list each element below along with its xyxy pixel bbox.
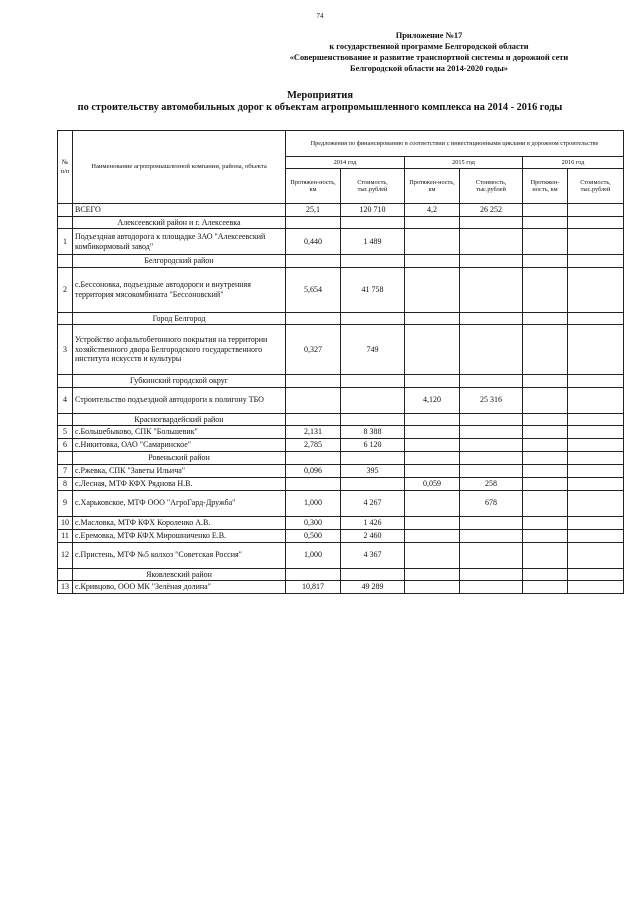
object-name: с.Кривцово, ООО МК "Зелёная долина" [73, 581, 286, 594]
cost-2015 [460, 529, 523, 542]
header-cost: Стоимость, тыс.рублей [568, 169, 624, 204]
table-row [58, 426, 624, 439]
length-2014 [286, 387, 341, 413]
cost-2015 [460, 229, 523, 255]
cost-2014: 1 426 [341, 516, 405, 529]
district-row [58, 312, 624, 325]
district-row [58, 375, 624, 388]
total-length-2015: 4,2 [405, 204, 460, 217]
length-2014 [286, 477, 341, 490]
cost-2015 [460, 325, 523, 375]
table-row [58, 581, 624, 594]
district-row [58, 413, 624, 426]
cost-2015: 678 [460, 490, 523, 516]
cost-2014: 749 [341, 325, 405, 375]
length-2015 [405, 581, 460, 594]
length-2014: 0,327 [286, 325, 341, 375]
object-name: с.Харьковское, МТФ ООО "АгроГард-Дружба" [73, 490, 286, 516]
table-row [58, 229, 624, 255]
length-2015: 0,059 [405, 477, 460, 490]
cost-2014: 395 [341, 464, 405, 477]
document-title [0, 90, 640, 114]
total-row [58, 204, 624, 217]
page-number: 74 [316, 12, 324, 20]
appendix-line: к государственной программе Белгородской области [329, 42, 529, 51]
header-cost: Стоимость, тыс.рублей [460, 169, 523, 204]
cost-2015 [460, 426, 523, 439]
cost-2015 [460, 516, 523, 529]
cost-2015 [460, 267, 523, 312]
measures-table [57, 130, 624, 594]
length-2015 [405, 426, 460, 439]
row-number: 5 [58, 426, 73, 439]
length-2014: 0,440 [286, 229, 341, 255]
header-year-2015: 2015 год [405, 157, 523, 169]
length-2015 [405, 267, 460, 312]
row-number: 6 [58, 439, 73, 452]
district-row [58, 216, 624, 229]
length-2015 [405, 542, 460, 568]
cost-2014: 6 120 [341, 439, 405, 452]
header-year-2014: 2014 год [286, 157, 405, 169]
object-name: Устройство асфальтобетонного покрытия на территории хозяйственного двора Белгородского государственного института искусств и культуры [73, 325, 286, 375]
length-2015 [405, 516, 460, 529]
row-number: 1 [58, 229, 73, 255]
length-2014: 2,131 [286, 426, 341, 439]
row-number: 7 [58, 464, 73, 477]
length-2014: 0,300 [286, 516, 341, 529]
length-2015 [405, 490, 460, 516]
table-row [58, 542, 624, 568]
total-cost-2014: 120 710 [341, 204, 405, 217]
total-cost-2015: 26 252 [460, 204, 523, 217]
length-2015: 4,120 [405, 387, 460, 413]
row-number: 12 [58, 542, 73, 568]
object-name: с.Ржевка, СПК "Заветы Ильича" [73, 464, 286, 477]
cost-2015 [460, 464, 523, 477]
object-name: с.Бессоновка, подъездные автодороги и внутренняя территория мясокомбината "Бессоновский" [73, 267, 286, 312]
table-row [58, 267, 624, 312]
district-name: Красногвардейский район [73, 413, 286, 426]
appendix-line: Приложение №17 [395, 31, 463, 40]
length-2014: 5,654 [286, 267, 341, 312]
district-row [58, 255, 624, 268]
row-number: 11 [58, 529, 73, 542]
header-length: Протяжен-ность, км [523, 169, 568, 204]
district-name: Белгородский район [73, 255, 286, 268]
row-number: 8 [58, 477, 73, 490]
header-name: Наименование агропромышленной компании, района, объекта [73, 131, 286, 204]
cost-2015: 25 316 [460, 387, 523, 413]
length-2014: 1,000 [286, 490, 341, 516]
district-row [58, 568, 624, 581]
object-name: Подъездная автодорога к площадке ЗАО "Алексеевский комбикормовый завод" [73, 229, 286, 255]
total-label: ВСЕГО [73, 204, 286, 217]
cost-2015: 258 [460, 477, 523, 490]
object-name: с.Масловка, МТФ КФХ Короленко А.В. [73, 516, 286, 529]
object-name: с.Никитовка, ОАО "Самаринское" [73, 439, 286, 452]
district-row [58, 452, 624, 465]
table-row [58, 529, 624, 542]
table-row [58, 477, 624, 490]
cost-2014: 41 758 [341, 267, 405, 312]
length-2015 [405, 439, 460, 452]
cost-2015 [460, 439, 523, 452]
header-proposals: Предложения по финансированию в соответствии с инвестиционными циклами в дорожном строительстве [286, 131, 624, 157]
length-2014: 1,000 [286, 542, 341, 568]
total-length-2014: 25,1 [286, 204, 341, 217]
length-2015 [405, 529, 460, 542]
table-row [58, 439, 624, 452]
appendix-line: «Совершенствование и развитие транспортной системы и дорожной сети [289, 53, 569, 62]
table-row [58, 325, 624, 375]
object-name: с.Еремовка, МТФ КФХ Мирошниченко Е.В. [73, 529, 286, 542]
length-2014: 0,500 [286, 529, 341, 542]
table-row [58, 516, 624, 529]
length-2015 [405, 325, 460, 375]
header-cost: Стоимость, тыс.рублей [341, 169, 405, 204]
district-name: Город Белгород [73, 312, 286, 325]
object-name: с.Лесная, МТФ КФХ Ряднова Н.В. [73, 477, 286, 490]
title-line: Мероприятия [286, 90, 354, 101]
row-number: 3 [58, 325, 73, 375]
table-row [58, 387, 624, 413]
length-2014: 10,817 [286, 581, 341, 594]
length-2014: 2,785 [286, 439, 341, 452]
cost-2015 [460, 542, 523, 568]
cost-2014: 2 460 [341, 529, 405, 542]
row-number: 13 [58, 581, 73, 594]
district-name: Губкинский городской округ [73, 375, 286, 388]
appendix-heading [264, 30, 594, 74]
object-name: с.Большебыково, СПК "Большевик" [73, 426, 286, 439]
table-row [58, 464, 624, 477]
cost-2015 [460, 581, 523, 594]
row-number: 9 [58, 490, 73, 516]
title-line: по строительству автомобильных дорог к объектам агропромышленного комплекса на 2014 - 2016 годы [77, 102, 563, 113]
cost-2014: 4 267 [341, 490, 405, 516]
object-name: с.Пристень, МТФ №5 колхоз "Советская Россия" [73, 542, 286, 568]
object-name: Строительство подъездной автодороги к полигону ТБО [73, 387, 286, 413]
cost-2014 [341, 387, 405, 413]
header-length: Протяжен-ность, км [286, 169, 341, 204]
cost-2014: 1 489 [341, 229, 405, 255]
header-length: Протяжен-ность, км [405, 169, 460, 204]
district-name: Ровеньский район [73, 452, 286, 465]
row-number: 2 [58, 267, 73, 312]
length-2015 [405, 464, 460, 477]
row-number: 10 [58, 516, 73, 529]
header-year-2016: 2016 год [523, 157, 624, 169]
table-row [58, 490, 624, 516]
cost-2014: 49 289 [341, 581, 405, 594]
appendix-line: Белгородской области на 2014-2020 годы» [350, 64, 508, 73]
header-row [58, 131, 624, 157]
header-num: № п/п [58, 131, 73, 204]
row-number: 4 [58, 387, 73, 413]
length-2015 [405, 229, 460, 255]
length-2014: 0,096 [286, 464, 341, 477]
cost-2014: 8 388 [341, 426, 405, 439]
district-name: Алексеевский район и г. Алексеевка [73, 216, 286, 229]
cost-2014: 4 367 [341, 542, 405, 568]
cost-2014 [341, 477, 405, 490]
district-name: Яковлевский район [73, 568, 286, 581]
